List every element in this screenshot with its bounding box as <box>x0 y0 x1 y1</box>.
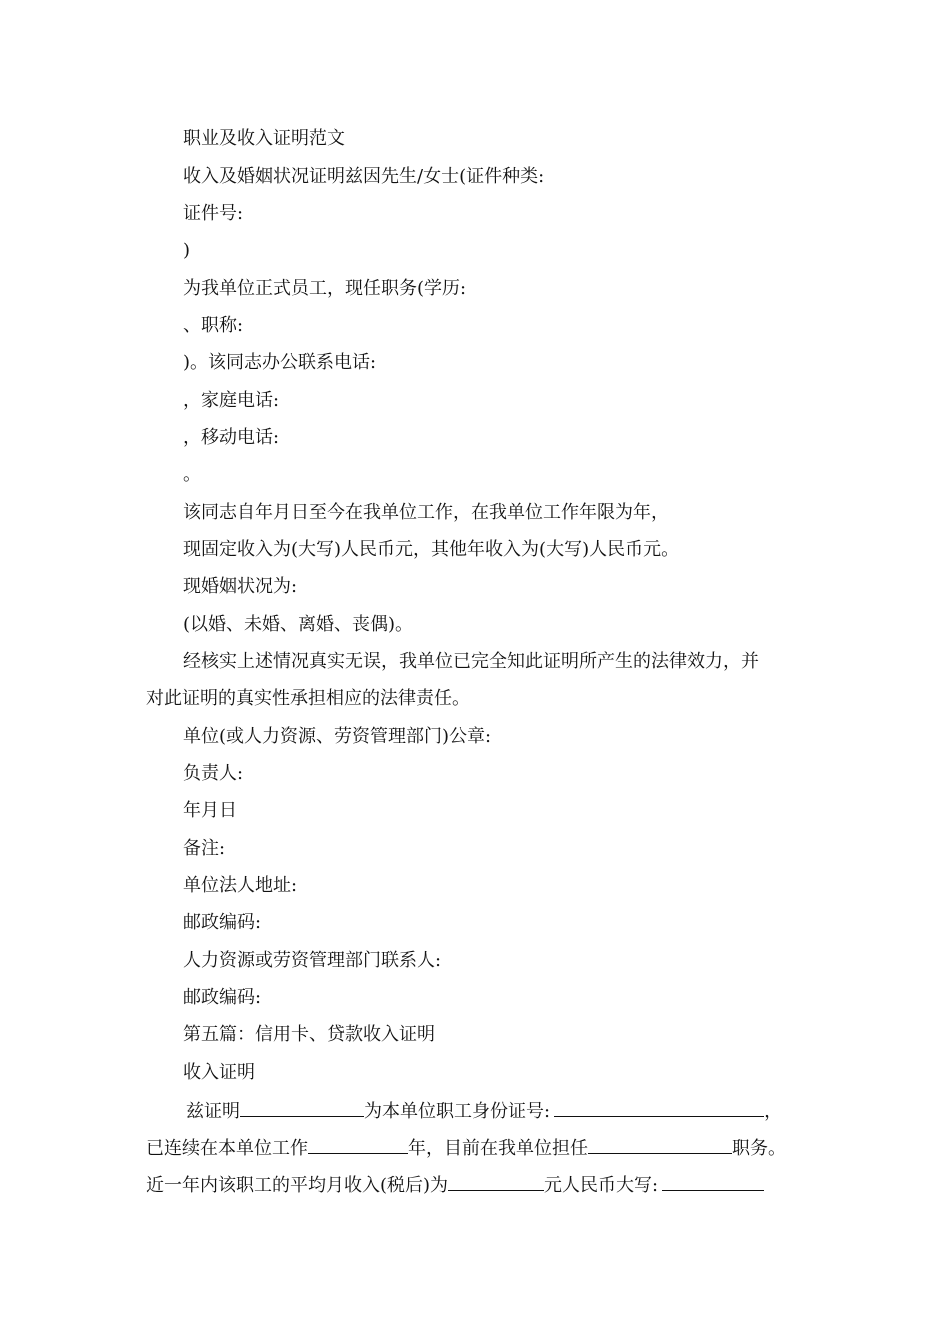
cert-line-2 <box>146 1137 786 1160</box>
doc-line: 。 <box>183 464 201 485</box>
doc-line: 对此证明的真实性承担相应的法律责任。 <box>146 688 470 709</box>
doc-line: ) <box>183 240 191 261</box>
section-heading: 第五篇：信用卡、贷款收入证明 <box>183 1024 435 1045</box>
cert-text: 年，目前在我单位担任 <box>408 1138 588 1159</box>
doc-line: (以婚、未婚、离婚、丧偶)。 <box>183 614 414 635</box>
fill-blank-position <box>588 1137 732 1154</box>
cert-text: ， <box>764 1101 783 1122</box>
fill-blank-income <box>448 1174 544 1191</box>
doc-line: 为我单位正式员工，现任职务(学历: <box>183 278 467 299</box>
cert-line-1 <box>186 1100 782 1123</box>
doc-line: 证件号: <box>183 203 244 224</box>
doc-line: 现固定收入为(大写)人民币元，其他年收入为(大写)人民币元。 <box>183 539 680 560</box>
cert-text: 为本单位职工身份证号: <box>364 1101 551 1122</box>
doc-line: 单位法人地址: <box>183 875 298 896</box>
doc-line: 、职称: <box>183 315 244 336</box>
section-subheading: 收入证明 <box>183 1062 255 1083</box>
cert-text: 已连续在本单位工作 <box>146 1138 308 1159</box>
doc-title: 职业及收入证明范文 <box>183 128 345 149</box>
doc-line: ，移动电话: <box>183 427 280 448</box>
doc-line: 人力资源或劳资管理部门联系人: <box>183 950 442 971</box>
cert-text: 兹证明 <box>186 1101 240 1122</box>
doc-line: 邮政编码: <box>183 987 262 1008</box>
doc-line: 现婚姻状况为: <box>183 576 298 597</box>
doc-line: 单位(或人力资源、劳资管理部门)公章: <box>183 726 492 747</box>
doc-line: 收入及婚姻状况证明兹因先生/女士(证件种类: <box>183 166 545 187</box>
doc-line: 该同志自年月日至今在我单位工作，在我单位工作年限为年， <box>183 502 669 523</box>
cert-line-3 <box>146 1174 764 1197</box>
doc-line: ，家庭电话: <box>183 390 280 411</box>
doc-line: 年月日 <box>183 800 237 821</box>
fill-blank-years <box>308 1137 408 1154</box>
cert-text: 近一年内该职工的平均月收入(税后)为 <box>146 1175 449 1196</box>
doc-line: )。该同志办公联系电话: <box>183 352 377 373</box>
fill-blank-name <box>240 1100 364 1117</box>
cert-text: 职务。 <box>732 1138 786 1159</box>
doc-line: 经核实上述情况真实无误，我单位已完全知此证明所产生的法律效力，并 <box>183 651 759 672</box>
doc-line: 负责人: <box>183 763 244 784</box>
fill-blank-id-number <box>554 1100 764 1117</box>
doc-line: 备注: <box>183 838 226 859</box>
cert-text: 元人民币大写: <box>544 1175 659 1196</box>
doc-line: 邮政编码: <box>183 912 262 933</box>
fill-blank-income-words <box>662 1174 764 1191</box>
